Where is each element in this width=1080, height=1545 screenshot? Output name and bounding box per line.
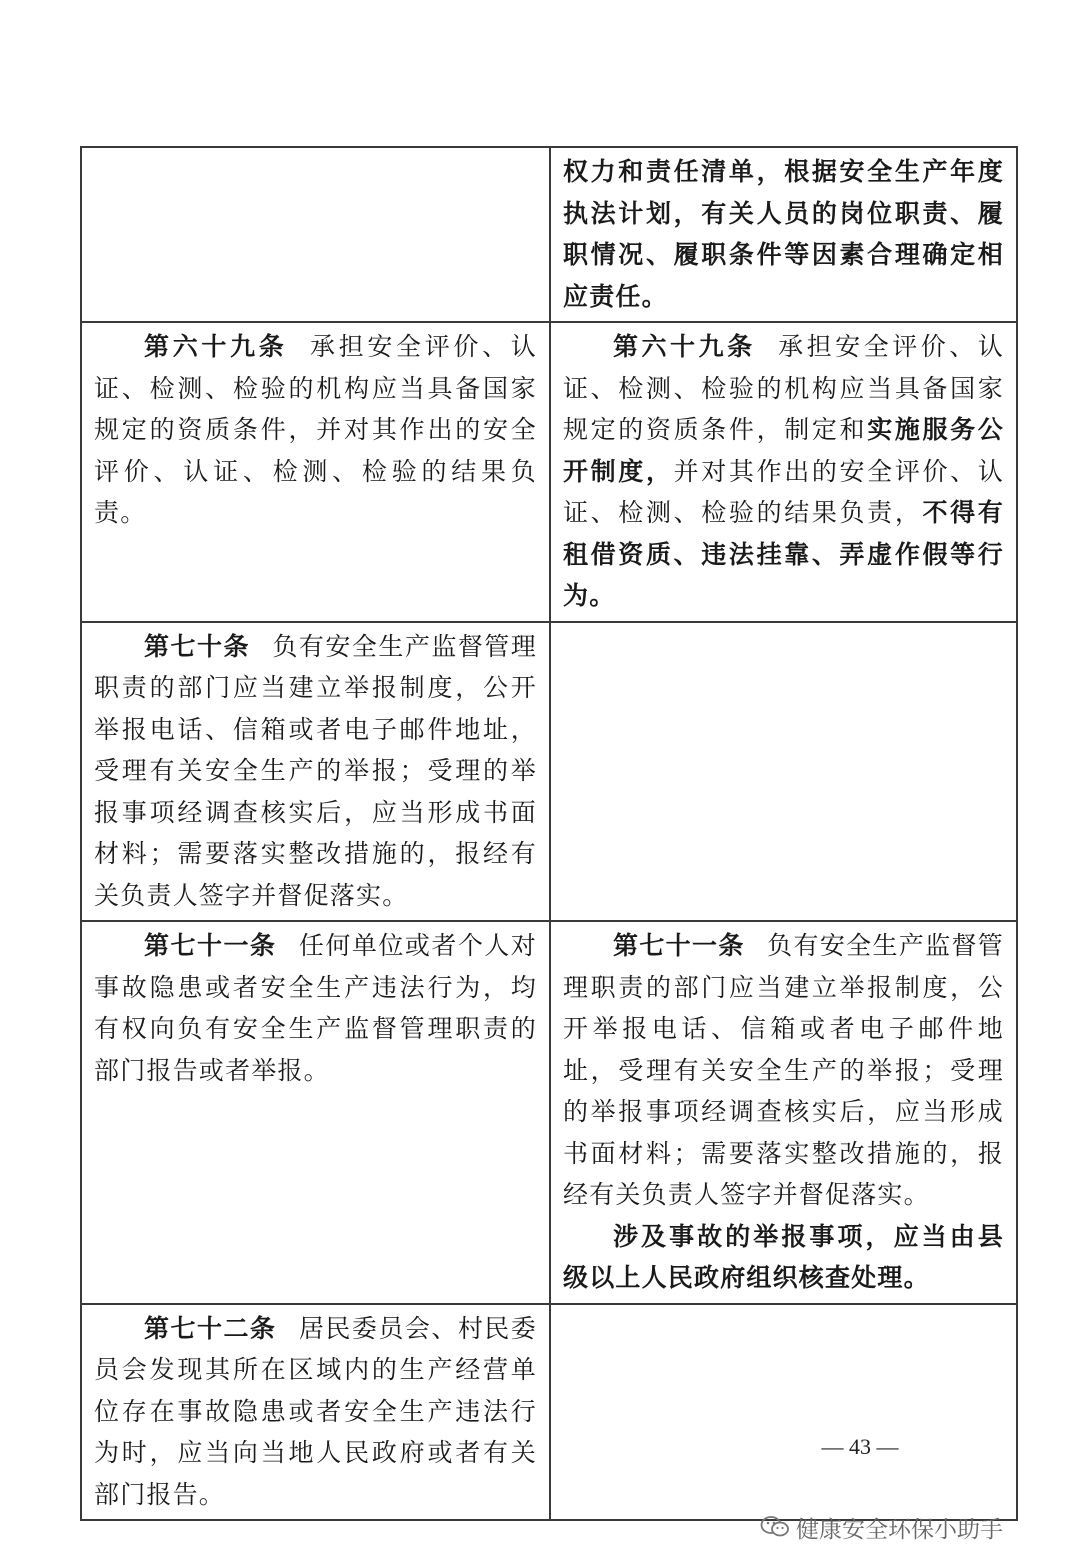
article-text: 并对其作出的安全评价、认证、检测、检验的结果负责， (563, 456, 1004, 527)
table-row (81, 147, 1017, 322)
cell-content (82, 922, 549, 1095)
article-number: 第六十九条 (613, 332, 756, 361)
comparison-table (80, 146, 1018, 1521)
right-cell (550, 322, 1017, 622)
article-paragraph (563, 925, 1004, 1216)
article-paragraph (563, 326, 1004, 617)
right-cell (550, 622, 1017, 922)
article-number: 第七十一条 (613, 931, 745, 960)
article-number: 第七十条 (144, 631, 250, 661)
article-number: 第六十九条 (144, 332, 288, 361)
article-number: 第七十一条 (144, 931, 277, 960)
article-text: 负有安全生产监督管理职责的部门应当建立举报制度，公开举报电话、信箱或者电子邮件地址，受理有关安全生产的举报；受理的举报事项经调查核实后，应当形成书面材料；需要落实整改措施的，报经有关负责人签字并督促落实。 (94, 631, 537, 910)
table-row (81, 622, 1017, 922)
left-cell (81, 147, 550, 322)
table-row (81, 1304, 1017, 1521)
table-row (81, 921, 1017, 1304)
article-paragraph (94, 1308, 537, 1516)
table-row (81, 322, 1017, 622)
article-paragraph (563, 151, 1004, 317)
article-text: 任何单位或者个人对事故隐患或者安全生产违法行为，均有权向负有安全生产监督管理职责的部门报告或者举报。 (94, 931, 537, 1085)
article-number: 第七十二条 (144, 1313, 277, 1343)
page-number: — 43 — (821, 1434, 899, 1459)
article-paragraph (94, 626, 537, 917)
article-paragraph (94, 326, 537, 534)
cell-content (82, 1305, 549, 1520)
right-cell (550, 147, 1017, 322)
left-cell (81, 322, 550, 622)
amended-text: 权力和责任清单，根据安全生产年度执法计划，有关人员的岗位职责、履职情况、履职条件等因素合理确定相应责任。 (563, 157, 1004, 311)
article-text: 负有安全生产监督管理职责的部门应当建立举报制度，公开举报电话、信箱或者电子邮件地址，受理有关安全生产的举报；受理的举报事项经调查核实后，应当形成书面材料；需要落实整改措施的，报经有关负责人签字并督促落实。 (563, 931, 1004, 1209)
left-cell (81, 622, 550, 922)
wechat-icon (760, 1515, 790, 1539)
article-paragraph (563, 1216, 1004, 1299)
amended-text: 涉及事故的举报事项，应当由县级以上人民政府组织核查处理。 (563, 1221, 1004, 1292)
right-cell (550, 921, 1017, 1304)
article-text: 承担安全评价、认证、检测、检验的机构应当具备国家规定的资质条件，并对其作出的安全评价、认证、检测、检验的结果负责。 (94, 332, 537, 527)
cell-content (551, 922, 1016, 1303)
left-cell (81, 1304, 550, 1521)
amended-text: 不得有租借资质、违法挂靠、弄虚作假等行为。 (563, 498, 1004, 610)
amended-text: 实施服务公开制度， (563, 415, 1004, 486)
cell-content (551, 1305, 1016, 1312)
article-paragraph (94, 925, 537, 1091)
article-text: 承担安全评价、认证、检测、检验的机构应当具备国家规定的资质条件，制定和 (563, 332, 1004, 444)
watermark-text: 健康安全环保小助手 (796, 1516, 1003, 1543)
cell-content (551, 148, 1016, 321)
cell-content (82, 148, 549, 155)
watermark (760, 1512, 1003, 1542)
cell-content (551, 323, 1016, 621)
cell-content (82, 623, 549, 921)
right-cell (550, 1304, 1017, 1521)
left-cell (81, 921, 550, 1304)
article-text: 居民委员会、村民委员会发现其所在区域内的生产经营单位存在事故隐患或者安全生产违法行为时，应当向当地人民政府或者有关部门报告。 (94, 1313, 537, 1509)
cell-content (82, 323, 549, 538)
cell-content (551, 623, 1016, 630)
